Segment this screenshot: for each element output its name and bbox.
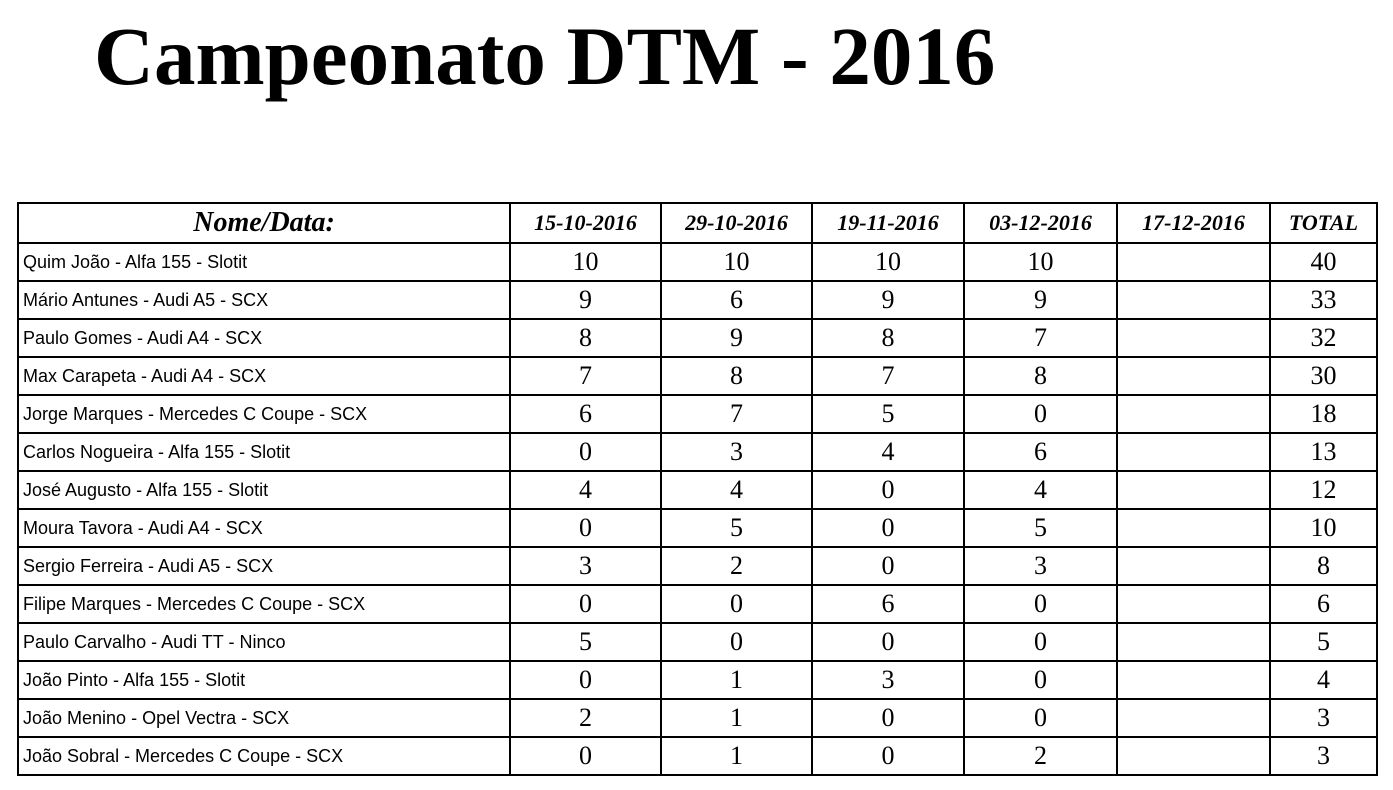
table-row: [18, 433, 1377, 471]
table-row: [18, 471, 1377, 509]
score-cell: 9: [661, 319, 812, 357]
score-cell: 8: [510, 319, 661, 357]
table-row: [18, 547, 1377, 585]
score-cell: 0: [510, 585, 661, 623]
total-cell: 8: [1270, 547, 1377, 585]
score-cell: 5: [510, 623, 661, 661]
total-cell: 6: [1270, 585, 1377, 623]
score-cell: 7: [661, 395, 812, 433]
score-cell: 0: [812, 737, 964, 775]
score-cell: [1117, 737, 1270, 775]
score-cell: 1: [661, 699, 812, 737]
driver-name-cell: Moura Tavora - Audi A4 - SCX: [18, 509, 510, 547]
table-row: [18, 509, 1377, 547]
score-cell: [1117, 623, 1270, 661]
score-cell: 9: [812, 281, 964, 319]
score-cell: 3: [510, 547, 661, 585]
score-cell: 0: [964, 661, 1117, 699]
driver-name-cell: Paulo Carvalho - Audi TT - Ninco: [18, 623, 510, 661]
table-row: [18, 243, 1377, 281]
score-cell: [1117, 319, 1270, 357]
driver-name-cell: João Sobral - Mercedes C Coupe - SCX: [18, 737, 510, 775]
total-cell: 32: [1270, 319, 1377, 357]
driver-name-cell: João Pinto - Alfa 155 - Slotit: [18, 661, 510, 699]
column-header-date: 29-10-2016: [661, 203, 812, 243]
score-cell: 2: [510, 699, 661, 737]
driver-name-cell: Paulo Gomes - Audi A4 - SCX: [18, 319, 510, 357]
score-cell: 5: [661, 509, 812, 547]
table-row: [18, 357, 1377, 395]
driver-name-cell: Sergio Ferreira - Audi A5 - SCX: [18, 547, 510, 585]
driver-name-cell: Filipe Marques - Mercedes C Coupe - SCX: [18, 585, 510, 623]
total-cell: 30: [1270, 357, 1377, 395]
column-header-total: TOTAL: [1270, 203, 1377, 243]
table-row: [18, 585, 1377, 623]
column-header-date: 15-10-2016: [510, 203, 661, 243]
total-cell: 4: [1270, 661, 1377, 699]
driver-name-cell: Max Carapeta - Audi A4 - SCX: [18, 357, 510, 395]
score-cell: [1117, 395, 1270, 433]
score-cell: 10: [812, 243, 964, 281]
column-header-date: 17-12-2016: [1117, 203, 1270, 243]
score-cell: 3: [964, 547, 1117, 585]
driver-name-cell: Mário Antunes - Audi A5 - SCX: [18, 281, 510, 319]
score-cell: 0: [510, 661, 661, 699]
table-row: [18, 623, 1377, 661]
total-cell: 12: [1270, 471, 1377, 509]
score-cell: 7: [964, 319, 1117, 357]
score-cell: 7: [812, 357, 964, 395]
score-cell: 8: [964, 357, 1117, 395]
total-cell: 13: [1270, 433, 1377, 471]
driver-name-cell: Quim João - Alfa 155 - Slotit: [18, 243, 510, 281]
score-cell: 3: [812, 661, 964, 699]
score-cell: [1117, 547, 1270, 585]
total-cell: 3: [1270, 737, 1377, 775]
score-cell: 4: [661, 471, 812, 509]
score-cell: 0: [964, 395, 1117, 433]
score-cell: 10: [510, 243, 661, 281]
total-cell: 18: [1270, 395, 1377, 433]
score-cell: 0: [812, 547, 964, 585]
score-cell: 1: [661, 661, 812, 699]
score-cell: [1117, 243, 1270, 281]
score-cell: 10: [661, 243, 812, 281]
total-cell: 5: [1270, 623, 1377, 661]
score-cell: 2: [964, 737, 1117, 775]
score-cell: [1117, 281, 1270, 319]
score-cell: 0: [510, 509, 661, 547]
table-row: [18, 699, 1377, 737]
score-cell: 8: [661, 357, 812, 395]
score-cell: 0: [812, 509, 964, 547]
score-cell: 4: [812, 433, 964, 471]
table-row: [18, 661, 1377, 699]
score-cell: 4: [510, 471, 661, 509]
column-header-name: Nome/Data:: [18, 203, 510, 243]
total-cell: 3: [1270, 699, 1377, 737]
score-cell: 10: [964, 243, 1117, 281]
table-row: [18, 281, 1377, 319]
score-cell: 3: [661, 433, 812, 471]
driver-name-cell: João Menino - Opel Vectra - SCX: [18, 699, 510, 737]
score-cell: 8: [812, 319, 964, 357]
driver-name-cell: José Augusto - Alfa 155 - Slotit: [18, 471, 510, 509]
score-cell: 0: [812, 623, 964, 661]
score-cell: 4: [964, 471, 1117, 509]
score-cell: 9: [964, 281, 1117, 319]
score-cell: 0: [964, 623, 1117, 661]
score-cell: 1: [661, 737, 812, 775]
driver-name-cell: Jorge Marques - Mercedes C Coupe - SCX: [18, 395, 510, 433]
score-cell: [1117, 357, 1270, 395]
score-cell: 2: [661, 547, 812, 585]
score-cell: [1117, 585, 1270, 623]
score-cell: [1117, 661, 1270, 699]
total-cell: 33: [1270, 281, 1377, 319]
score-cell: [1117, 433, 1270, 471]
standings-table: [17, 202, 1378, 776]
score-cell: 0: [812, 699, 964, 737]
score-cell: 6: [812, 585, 964, 623]
score-cell: 6: [964, 433, 1117, 471]
score-cell: 0: [964, 585, 1117, 623]
column-header-date: 19-11-2016: [812, 203, 964, 243]
score-cell: 0: [510, 737, 661, 775]
score-cell: 0: [964, 699, 1117, 737]
score-cell: 5: [812, 395, 964, 433]
score-cell: 0: [812, 471, 964, 509]
table-row: [18, 395, 1377, 433]
page-title: Campeonato DTM - 2016: [94, 10, 996, 102]
score-cell: 6: [661, 281, 812, 319]
table-row: [18, 737, 1377, 775]
score-cell: 6: [510, 395, 661, 433]
score-cell: 0: [661, 623, 812, 661]
column-header-date: 03-12-2016: [964, 203, 1117, 243]
score-cell: [1117, 509, 1270, 547]
table-row: [18, 319, 1377, 357]
driver-name-cell: Carlos Nogueira - Alfa 155 - Slotit: [18, 433, 510, 471]
score-cell: 7: [510, 357, 661, 395]
score-cell: [1117, 699, 1270, 737]
header-row: [18, 203, 1377, 243]
score-cell: 0: [510, 433, 661, 471]
score-cell: [1117, 471, 1270, 509]
score-cell: 0: [661, 585, 812, 623]
total-cell: 10: [1270, 509, 1377, 547]
score-cell: 9: [510, 281, 661, 319]
score-cell: 5: [964, 509, 1117, 547]
total-cell: 40: [1270, 243, 1377, 281]
